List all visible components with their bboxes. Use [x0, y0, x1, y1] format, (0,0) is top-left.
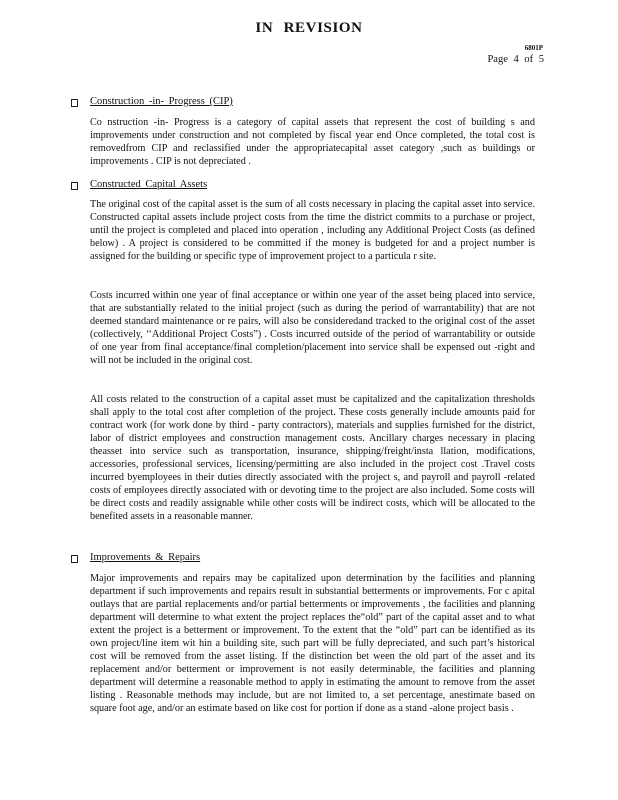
policy-number: 6801P [524, 44, 543, 52]
paragraph: All costs related to the construction of a capital asset must be capitalized and the capitalization thresholds shall apply to the total cost after completion of the project. These costs generally include amounts paid for contract work (for work done by third - party contractors), materials and supplies furnished for the district, labor of district employees and construction management costs. Ancillary charges necessary in placing theasset into service such as transportation, insurance, shipping/freight/insta llation, modifications, accessories, professional services, licensing/permitting are also included in the project cost .Travel costs incurred byemployees in their duties directly associated with the project s, and payroll and payroll -related costs of employees directly associated with or devoting time to the project are also included. Some costs will be direct costs and readily assignable while other costs will be indirect costs, which will be allocated to the benefited assets in a reasonable manner. [90, 394, 535, 522]
bullet-icon [71, 555, 78, 563]
bullet-icon [71, 182, 78, 190]
section-heading: Improvements & Repairs [90, 552, 201, 563]
paragraph: Costs incurred within one year of final acceptance or within one year of the asset being placed into service, that are substantially related to the initial project (such as during the period of warrantability) that are not deemed standard maintenance or re pairs, will also be consideredand tracked to the original cost of the asset (collectively, ‘‘Additional Project Costs”) . Costs incurred outside of the period of warrantability or outside of one year from final acceptance/final completion/placement into service shall be expensed out -right and will not be included in the original cost. [90, 290, 535, 366]
document-title: IN REVISION [255, 20, 363, 36]
page-number: Page 4 of 5 [487, 54, 544, 65]
paragraph: Co nstruction -in- Progress is a category of capital assets that represent the cost of building s and improvements under construction and not completed by fiscal year end Once completed, the total cost is removedfrom CIP and reclassified under the appropriatecapital asset category ,such as buildings or improvements . CIP is not depreciated . [90, 117, 535, 167]
paragraph: The original cost of the capital asset is the sum of all costs necessary in placing the capital asset into service. Constructed capital assets include project costs from the time the district commits to a purchase or project, until the project is completed and placed into operation , including any Additional Project Costs (as defined below) . A project is considered to be committed if the money is budgeted for and a project number is assigned for the building or specific type of improvement project to a particula r site. [90, 199, 535, 262]
section-heading: Constructed Capital Assets [90, 179, 208, 190]
paragraph: Major improvements and repairs may be capitalized upon determination by the facilities and planning department if such improvements and repairs result in substantial betterments or improvements. For c apital outlays that are partial replacements and/or partial betterments or improvements , the facilities and planning department will determine to what extent the project replaces the“old” part of the capital asset and to what extent the project is a betterment or improvement. To the extent that the “old” part can be identified as its own project/line item wit hin a building site, such part will be fully depreciated, and such part’s historical cost will be removed from the asset listing. If the distinction bet ween the old part of the asset and its replacement and/or betterment or improvement is not easily determinable, the facilities and planning department will determine a reasonable method to apply in estimating the amount to remove from the asset listing . Reasonable methods may include, but are not limited to, a set percentage, anestimate based on square foot age, and/or an estimate based on like cost for portion if done as a stand -alone project basis . [90, 573, 535, 714]
section-heading: Construction -in- Progress (CIP) [90, 96, 233, 107]
bullet-icon [71, 99, 78, 107]
